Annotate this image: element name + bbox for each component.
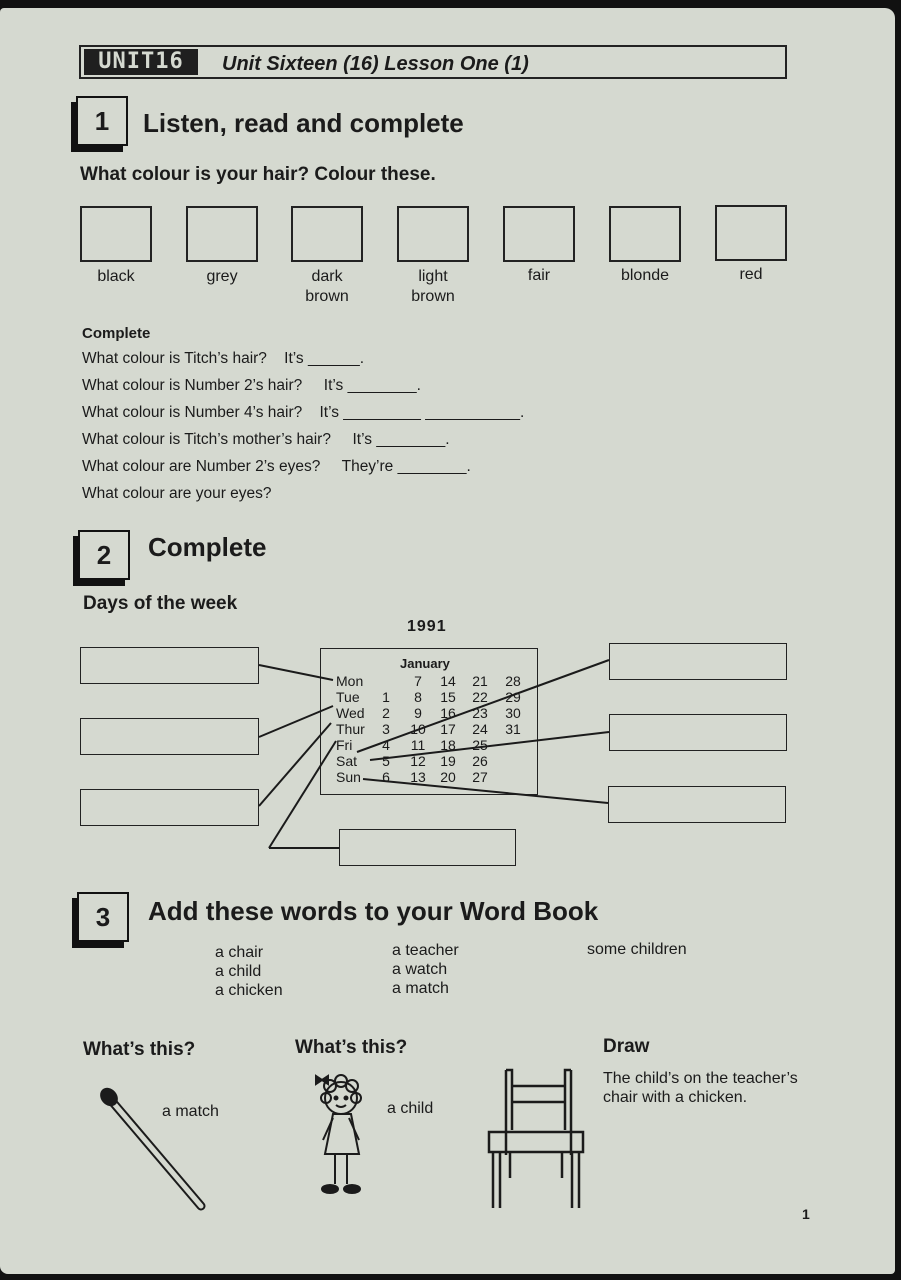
calendar-date: 29: [505, 689, 521, 705]
word-item: a chicken: [215, 982, 283, 999]
calendar-date: 16: [440, 705, 456, 721]
calendar-date: 31: [505, 721, 521, 737]
chair-illustration: [489, 1070, 583, 1208]
unit-title: Unit Sixteen (16) Lesson One (1): [222, 53, 529, 75]
calendar-date: 13: [410, 769, 426, 785]
calendar-date: 7: [414, 673, 422, 689]
calendar-day: Mon: [336, 673, 364, 689]
calendar-date: 25: [472, 737, 488, 753]
calendar-date: 18: [440, 737, 456, 753]
swatch-label: fair: [527, 267, 551, 284]
swatch-label: dark brown: [305, 268, 349, 305]
swatch-label: black: [97, 268, 135, 285]
whats-this-title-1: What’s this?: [83, 1039, 196, 1060]
section-1-number: 1: [76, 96, 128, 146]
calendar-date: 4: [382, 737, 390, 753]
calendar-date: 27: [472, 769, 488, 785]
calendar-date: 9: [414, 705, 422, 721]
swatch-label: grey: [206, 268, 238, 285]
calendar-date: 12: [410, 753, 426, 769]
section-3-number: 3: [77, 892, 129, 942]
calendar-date: 6: [382, 769, 390, 785]
unit-logo: UNIT16: [84, 49, 198, 75]
draw-title: Draw: [603, 1036, 650, 1057]
section-2-subheading: Days of the week: [83, 593, 238, 614]
calendar-date: 10: [410, 721, 426, 737]
word-item: some children: [587, 941, 687, 958]
calendar-date: 11: [410, 737, 426, 753]
calendar-date: 3: [382, 721, 390, 737]
calendar-date: 2: [382, 705, 390, 721]
calendar-day: Thur: [336, 721, 365, 737]
calendar-date: 14: [440, 673, 456, 689]
calendar-date: 15: [440, 689, 456, 705]
page-number: 1: [802, 1206, 810, 1222]
word-item: a match: [392, 980, 449, 997]
section-2-number: 2: [78, 530, 130, 580]
section-1-instruction: What colour is your hair? Colour these.: [80, 164, 436, 185]
whats-this-title-2: What’s this?: [295, 1037, 408, 1058]
section-2-heading: Complete: [148, 532, 267, 562]
draw-instruction: The child’s on the teacher’s chair with a chicken.: [603, 1070, 798, 1106]
calendar-date: 24: [472, 721, 488, 737]
question-line: What colour are your eyes?: [82, 485, 272, 502]
calendar-date: 28: [505, 673, 521, 689]
question-line: What colour are Number 2’s eyes? They’re ________.: [82, 458, 471, 475]
calendar-day: Wed: [336, 705, 365, 721]
calendar-day: Fri: [336, 737, 353, 753]
word-item: a watch: [392, 961, 448, 978]
calendar-year: 1991: [407, 618, 447, 635]
calendar-date: 5: [382, 753, 390, 769]
calendar-day: Sun: [336, 769, 361, 785]
word-item: a teacher: [392, 942, 459, 959]
calendar-date: 22: [472, 689, 488, 705]
swatch-label: light brown: [411, 268, 455, 305]
question-line: What colour is Number 2’s hair? It’s ________.: [82, 377, 421, 394]
child-illustration: [316, 1075, 361, 1193]
calendar-date: 26: [472, 753, 488, 769]
complete-label: Complete: [82, 325, 151, 342]
word-list-2: [392, 941, 459, 998]
word-item: a child: [215, 963, 262, 980]
calendar-date: 20: [440, 769, 456, 785]
calendar-date: 30: [505, 705, 521, 721]
question-line: What colour is Number 4’s hair? It’s _________ ___________.: [82, 404, 525, 421]
question-line: What colour is Titch’s hair? It’s ______.: [82, 350, 365, 367]
swatch-label: red: [739, 266, 763, 283]
calendar-date: 8: [414, 689, 422, 705]
workbook-page: [0, 8, 895, 1274]
calendar-date: 17: [440, 721, 456, 737]
question-line: What colour is Titch’s mother’s hair? It’s ________.: [82, 431, 450, 448]
calendar-day: Sat: [336, 753, 358, 769]
calendar-date: 19: [440, 753, 456, 769]
word-list-3: [587, 940, 687, 959]
section-1-heading: Listen, read and complete: [143, 108, 464, 138]
calendar-month: January: [400, 656, 450, 671]
calendar-date: 21: [472, 673, 488, 689]
child-caption: a child: [387, 1100, 434, 1117]
section-3-heading: Add these words to your Word Book: [148, 896, 599, 926]
word-list-1: [215, 943, 283, 1000]
word-item: a chair: [215, 944, 264, 961]
calendar-date: 23: [472, 705, 488, 721]
match-caption: a match: [162, 1103, 219, 1120]
calendar-day: Tue: [336, 689, 360, 705]
calendar-date: 1: [382, 689, 390, 705]
swatch-label: blonde: [620, 267, 670, 284]
